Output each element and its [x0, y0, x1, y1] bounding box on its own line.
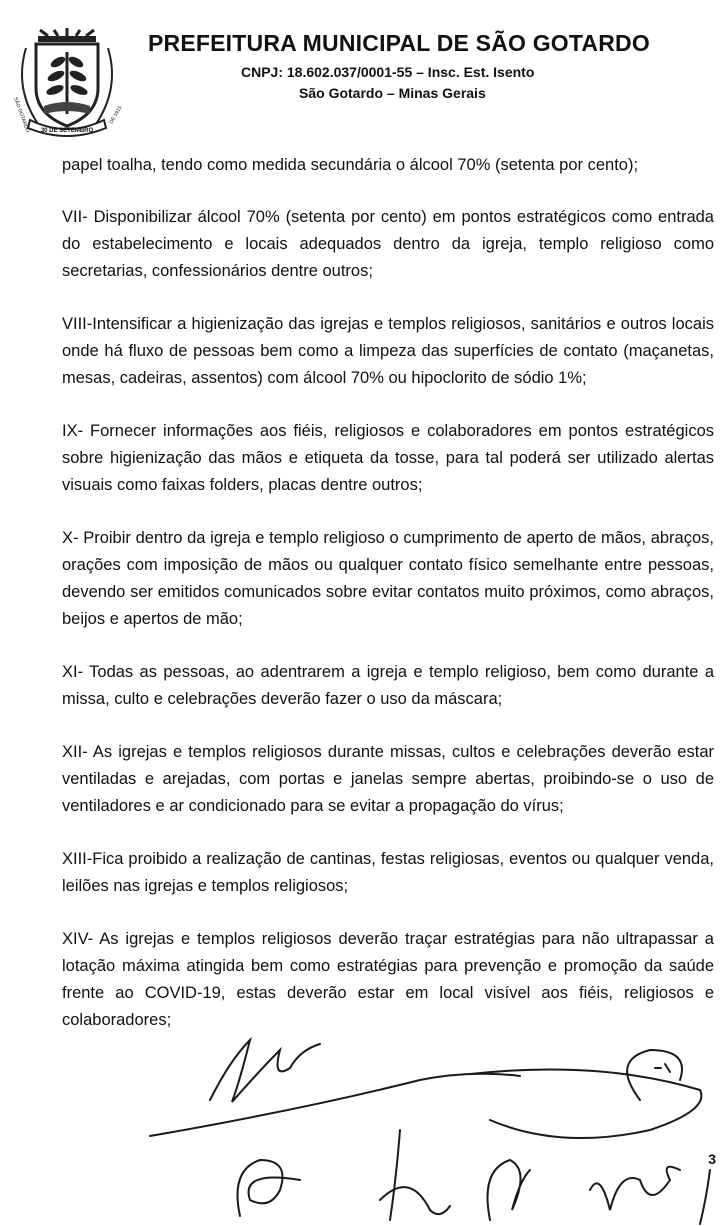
- svg-text:30 DE SETEMBRO: 30 DE SETEMBRO: [40, 128, 94, 134]
- paragraph-item-viii: VIII-Intensificar a higienização das igrejas e templos religiosos, sanitários e outros locais onde há fluxo de pessoas bem como a limpeza das superfícies de contato (maçanetas, mesas, cadeiras, assentos) com álcool 70% ou hipoclorito de sódio 1%;: [62, 315, 714, 387]
- paragraph-item-xiii: XIII-Fica proibido a realização de cantinas, festas religiosas, eventos ou qualquer venda, leilões nas igrejas e templos religiosos;: [62, 850, 714, 895]
- paragraph-item-vii: VII- Disponibilizar álcool 70% (setenta por cento) em pontos estratégicos como entrada do estabelecimento e locais adequados dentro da igreja, templo religioso como secretarias, confessionários dentre outros;: [62, 208, 714, 280]
- svg-text:DE 1915: DE 1915: [108, 105, 124, 125]
- letterhead: [0, 0, 720, 150]
- paragraph-item-ix: IX- Fornecer informações aos fiéis, religiosos e colaboradores em pontos estratégicos sobre higienização das mãos e etiqueta da tosse, para tal poderá ser utilizado alertas visuais como faixas folders, placas dentre outros;: [62, 422, 714, 494]
- svg-text:SÃO GOTARDO: SÃO GOTARDO: [12, 96, 31, 134]
- page-number: 3: [708, 1151, 716, 1167]
- handwritten-signatures: [0, 1020, 720, 1226]
- municipal-crest-icon: [8, 28, 126, 140]
- page-title: PREFEITURA MUNICIPAL DE SÃO GOTARDO: [148, 30, 650, 56]
- paragraph-continuation: papel toalha, tendo como medida secundária o álcool 70% (setenta por cento);: [62, 156, 639, 174]
- location-line: São Gotardo – Minas Gerais: [299, 85, 486, 101]
- cnpj-line: CNPJ: 18.602.037/0001-55 – Insc. Est. Isento: [241, 64, 535, 80]
- paragraph-item-x: X- Proibir dentro da igreja e templo religioso o cumprimento de aperto de mãos, abraços, orações com imposição de mãos ou qualquer contato físico semelhante entre pessoas, devendo ser emitidos comunicados sobre evitar contatos muito próximos, como abraços, beijos e apertos de mão;: [62, 529, 714, 628]
- paragraph-item-xiv: XIV- As igrejas e templos religiosos deverão traçar estratégias para não ultrapassar a lotação máxima atingida bem como estratégias para prevenção e promoção da saúde frente ao COVID-19, estas deverão estar em local visível aos fiéis, religiosos e colaboradores;: [62, 930, 714, 1029]
- paragraph-item-xi: XI- Todas as pessoas, ao adentrarem a igreja e templo religioso, bem como durante a missa, culto e celebrações deverão fazer o uso da máscara;: [62, 663, 714, 708]
- document-body: [62, 152, 714, 1060]
- paragraph-item-xii: XII- As igrejas e templos religiosos durante missas, cultos e celebrações deverão estar ventiladas e arejadas, com portas e janelas sempre abertas, proibindo-se o uso de ventiladores e ar condicionado para se evitar a propagação do vírus;: [62, 743, 714, 815]
